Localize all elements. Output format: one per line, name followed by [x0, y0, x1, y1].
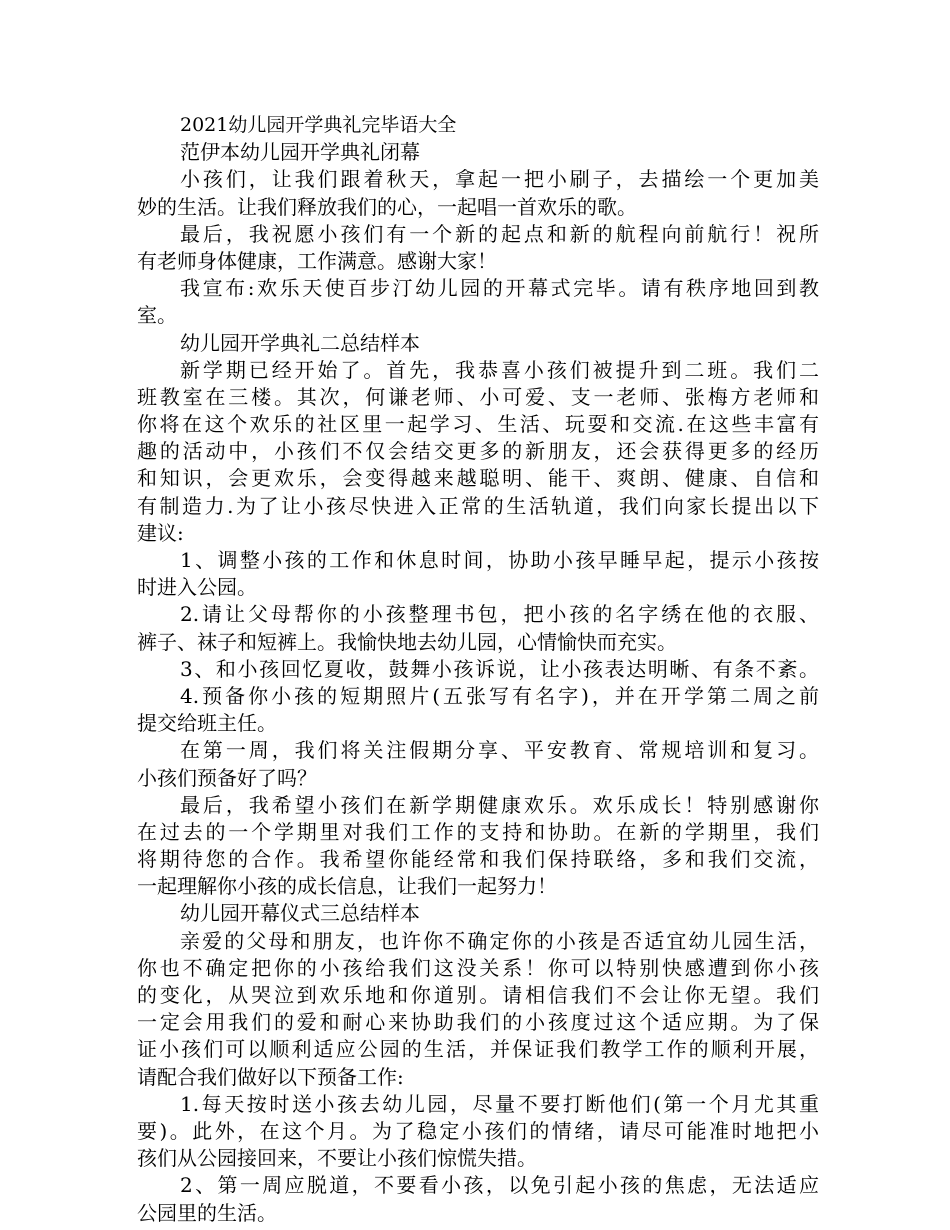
text-line: 2、第一周应脱道，不要看小孩，以免引起小孩的焦虑，无法适应 — [180, 1173, 819, 1198]
text-line: 新学期已经开始了。首先，我恭喜小孩们被提升到二班。我们二 — [180, 357, 819, 382]
text-line: 小孩们预备好了吗？ — [137, 765, 317, 790]
text-line: 亲爱的父母和朋友，也许你不确定你的小孩是否适宜幼儿园生活， — [180, 928, 819, 953]
text-line: 要)。此外，在这个月。为了稳定小孩们的情绪，请尽可能准时地把小 — [137, 1118, 819, 1143]
text-line: 幼儿园开学典礼二总结样本 — [180, 330, 420, 355]
text-line: 孩们从公园接回来，不要让小孩们惊慌失措。 — [137, 1146, 537, 1171]
text-line: 趣的活动中，小孩们不仅会结交更多的新朋友，还会获得更多的经历 — [137, 439, 819, 464]
text-line: 小孩们，让我们跟着秋天，拿起一把小刷子，去描绘一个更加美 — [180, 167, 819, 192]
text-line: 提交给班主任。 — [137, 711, 277, 736]
text-line: 的变化，从哭泣到欢乐地和你道别。请相信我们不会让你无望。我们 — [137, 983, 819, 1007]
document-page — [137, 112, 819, 1227]
text-line: 建议: — [137, 520, 184, 545]
text-line: 裤子、袜子和短裤上。我愉快地去幼儿园，心情愉快而充实。 — [137, 629, 677, 654]
text-line: 你也不确定把你的小孩给我们这没关系！你可以特别快感遭到你小孩 — [137, 955, 819, 980]
text-line: 时进入公园。 — [137, 575, 257, 600]
text-line: 1、调整小孩的工作和休息时间，协助小孩早睡早起，提示小孩按 — [180, 548, 819, 572]
text-line: 一定会用我们的爱和耐心来协助我们的小孩度过这个适应期。为了保 — [137, 1010, 819, 1035]
text-line: 3、和小孩回忆夏收，鼓舞小孩诉说，让小孩表达明晰、有条不紊。 — [180, 656, 819, 681]
text-line: 范伊本幼儿园开学典礼闭幕 — [180, 140, 420, 165]
document-body — [137, 139, 819, 1227]
text-line: 4.预备你小孩的短期照片(五张写有名字)，并在开学第二周之前 — [180, 683, 819, 708]
text-line: 妙的生活。让我们释放我们的心，一起唱一首欢乐的歌。 — [137, 194, 637, 219]
text-line: 最后，我祝愿小孩们有一个新的起点和新的航程向前航行！祝所 — [180, 221, 819, 246]
text-line: 有老师身体健康，工作满意。感谢大家！ — [137, 248, 497, 273]
text-line: 一起理解你小孩的成长信息，让我们一起努力！ — [137, 874, 557, 899]
text-line: 将期待您的合作。我希望你能经常和我们保持联络，多和我们交流， — [137, 847, 819, 872]
text-line: 请配合我们做好以下预备工作: — [137, 1064, 404, 1089]
text-line: 2.请让父母帮你的小孩整理书包，把小孩的名字绣在他的衣服、 — [180, 602, 819, 627]
text-line: 班教室在三楼。其次，何谦老师、小可爱、支一老师、张梅方老师和 — [137, 384, 819, 409]
document-title: 2021幼儿园开学典礼完毕语大全 — [180, 114, 457, 136]
text-line: 公园里的生活。 — [137, 1200, 277, 1225]
text-line: 室。 — [137, 303, 177, 328]
text-line: 在第一周，我们将关注假期分享、平安教育、常规培训和复习。 — [180, 738, 819, 763]
text-line: 证小孩们可以顺利适应公园的生活，并保证我们教学工作的顺利开展， — [137, 1037, 819, 1062]
text-line: 在过去的一个学期里对我们工作的支持和协助。在新的学期里，我们 — [137, 819, 819, 844]
text-line: 有制造力.为了让小孩尽快进入正常的生活轨道，我们向家长提出以下 — [137, 493, 819, 518]
text-line: 你将在这个欢乐的社区里一起学习、生活、玩耍和交流.在这些丰富有 — [137, 412, 819, 437]
text-line: 和知识，会更欢乐，会变得越来越聪明、能干、爽朗、健康、自信和 — [137, 466, 819, 491]
text-line: 最后，我希望小孩们在新学期健康欢乐。欢乐成长！特别感谢你 — [180, 792, 819, 817]
text-line: 1.每天按时送小孩去幼儿园，尽量不要打断他们(第一个月尤其重 — [180, 1091, 819, 1116]
text-line: 我宣布:欢乐天使百步汀幼儿园的开幕式完毕。请有秩序地回到教 — [180, 276, 819, 301]
text-line: 幼儿园开幕仪式三总结样本 — [180, 901, 420, 926]
